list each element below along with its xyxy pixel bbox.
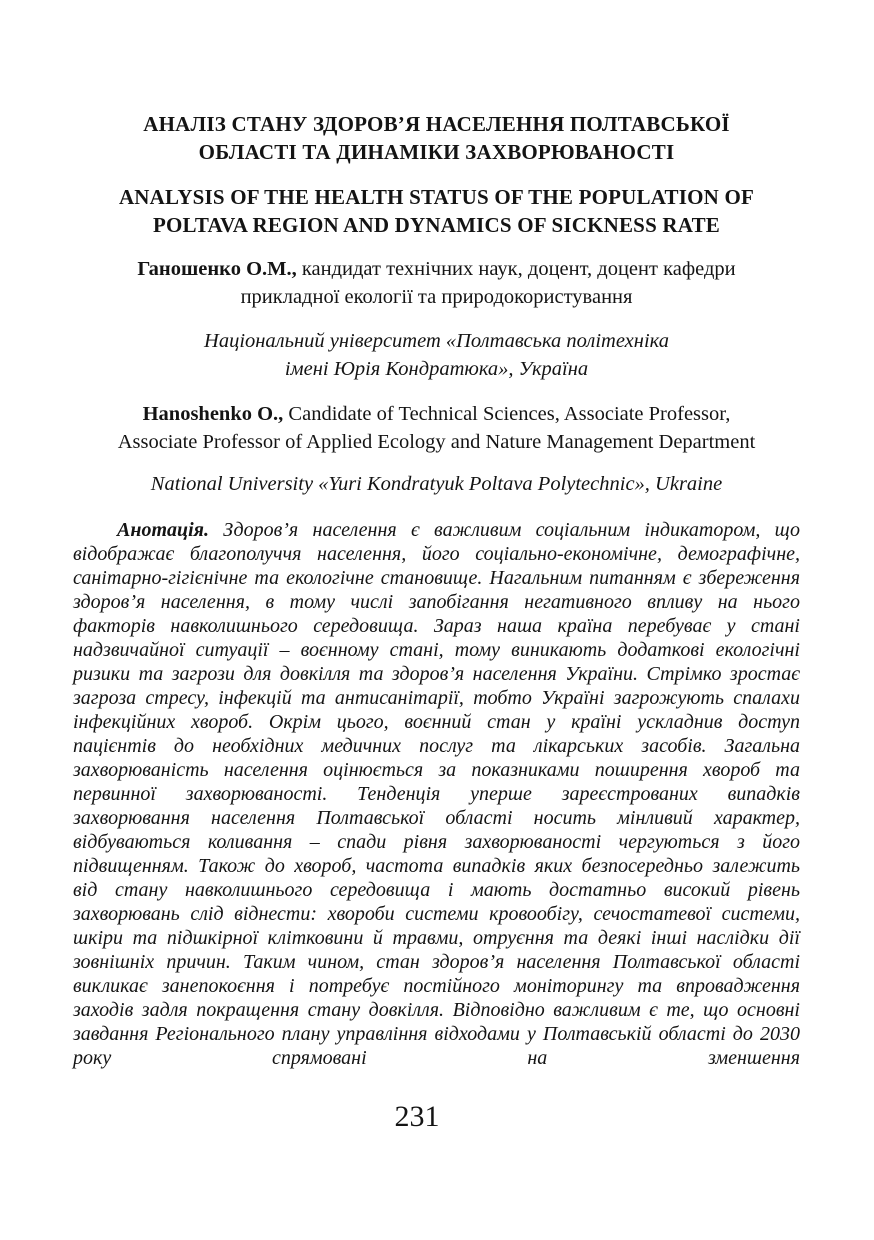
affiliation-ukrainian-line-2: імені Юрія Кондратюка», Україна [284,358,589,380]
author-english [73,400,800,456]
title-english [73,183,800,239]
affiliation-english-line-1: National University «Yuri Kondratyuk Poltava Polytechnic», Ukraine [150,473,723,495]
author-english-line-1 [73,400,800,428]
affiliation-ukrainian-line-1: Національний університет «Полтавська політехніка [204,330,669,352]
author-ukrainian-line-1 [73,255,800,283]
title-english-line-1: ANALYSIS OF THE HEALTH STATUS OF THE POPULATION OF [118,185,755,209]
abstract-label: Анотація. [117,519,209,541]
title-ukrainian-line-2: ОБЛАСТІ ТА ДИНАМІКИ ЗАХВОРЮВАНОСТІ [198,140,675,164]
author-ukrainian-name: Ганошенко О.М., [137,258,297,280]
abstract-paragraph [73,518,800,1070]
page-content [73,110,800,1070]
author-english-line-2: Associate Professor of Applied Ecology and Nature Management Department [117,431,756,453]
author-ukrainian [73,255,800,311]
title-ukrainian-line-1: АНАЛІЗ СТАНУ ЗДОРОВ’Я НАСЕЛЕННЯ ПОЛТАВСЬКОЇ [143,112,730,136]
title-english-line-2: POLTAVA REGION AND DYNAMICS OF SICKNESS RATE [153,213,720,237]
author-ukrainian-degrees: кандидат технічних наук, доцент, доцент кафедри [296,258,736,280]
author-english-degrees: Candidate of Technical Sciences, Associate Professor, [283,403,731,425]
abstract-text: Здоров’я населення є важливим соціальним індикатором, що відображає благополуччя населення, його соціально-економічне, демографічне, санітарно-гігієнічне та екологічне становище. Нагальним питанням є збереження здоров’я населення, в тому числі запобігання негативного впливу на нього факторів навколишнього середовища. Зараз наша країна перебуває у стані надзвичайної ситуації – воєнному стані, тому виникають додаткові екологічні ризики та загрози для довкілля та здоров’я населення України. Стрімко зростає загроза стресу, інфекцій та антисанітарії, тобто Україні загрожують спалахи інфекційних хвороб. Окрім цього, воєнний стан у країні ускладнив доступ пацієнтів до необхідних медичних послуг та лікарських засобів. Загальна захворюваність населення оцінюється за показниками поширення хвороб та первинної захворюваності. Тенденція уперше зареєстрованих випадків захворювання населення Полтавської області носить мінливий характер, відбуваються коливання – спади рівня захворюваності чергуються з його підвищенням. Також до хвороб, частота випадків яких безпосередньо залежить від стану навколишнього середовища і мають достатньо високий рівень захворювань слід віднести: хвороби системи кровообігу, сечостатевої системи, шкіри та підшкірної клітковини й травми, отруєння та деякі інші наслідки дії зовнішніх причин. Таким чином, стан здоров’я населення Полтавської області викликає занепокоєння і потребує постійного моніторингу та впровадження заходів задля покращення стану довкілля. Відповідно важливим є те, що основні завдання Регіонального плану управління відходами у Полтавській області до 2030 року спрямовані на зменшення [73,519,800,1069]
title-ukrainian [73,110,800,166]
page-number: 231 [394,1100,440,1133]
affiliation-english [73,470,800,498]
author-english-name: Hanoshenko O., [142,403,284,425]
affiliation-ukrainian [73,327,800,383]
author-ukrainian-line-2: прикладної екології та природокористування [240,286,633,308]
